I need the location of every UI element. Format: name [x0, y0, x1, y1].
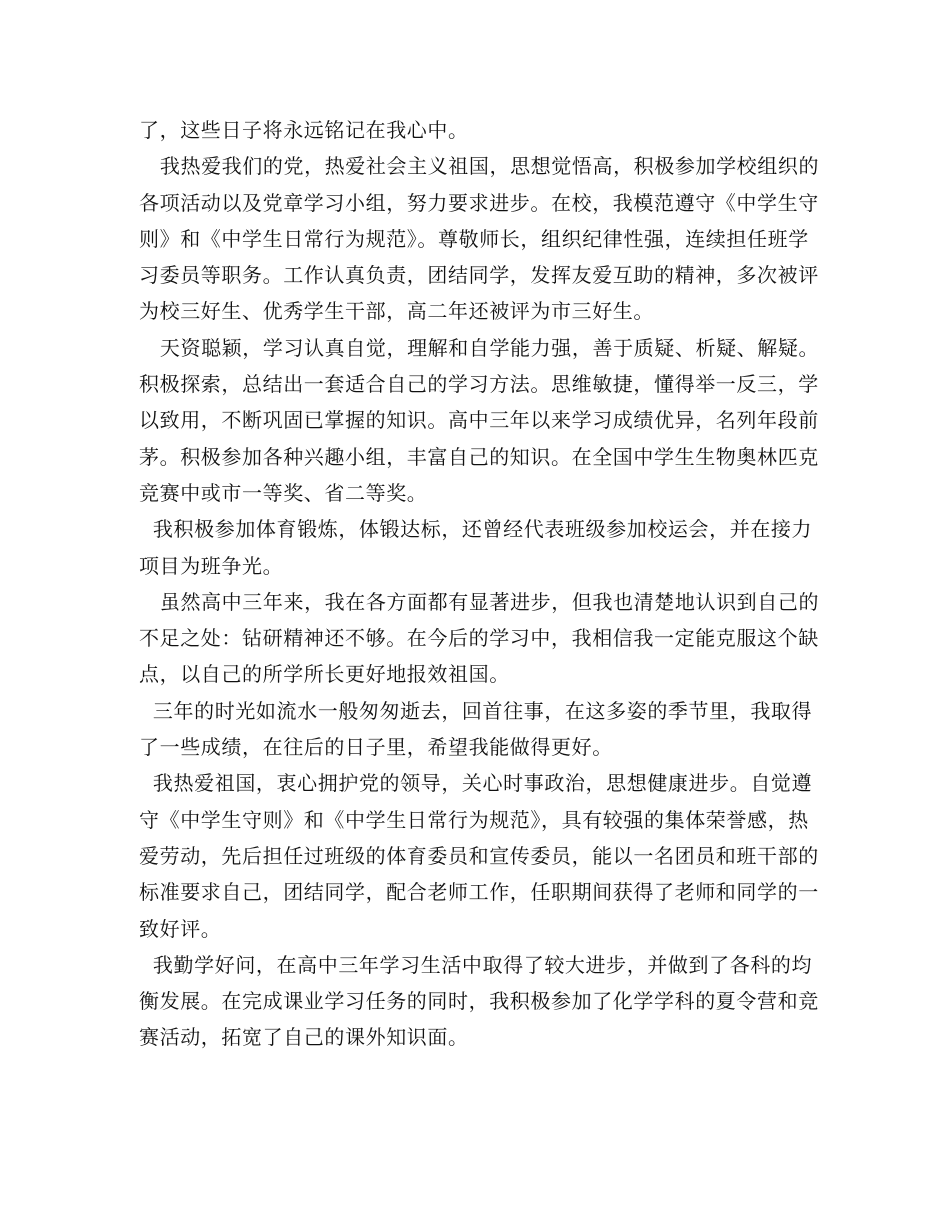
paragraph: 三年的时光如流水一般匆匆逝去，回首往事，在这多姿的季节里，我取得了一些成绩，在往后的日子里，希望我能做得更好。 [139, 698, 813, 760]
paragraph: 我热爱我们的党，热爱社会主义祖国，思想觉悟高，积极参加学校组织的各项活动以及党章学习小组，努力要求进步。在校，我模范遵守《中学生守则》和《中学生日常行为规范》。尊敬师长，组织纪律性强，连续担任班学习委员等职务。工作认真负责，团结同学，发挥友爱互助的精神，多次被评为校三好生、优秀学生干部，高二年还被评为市三好生。 [139, 154, 820, 324]
paragraph: 我勤学好问，在高中三年学习生活中取得了较大进步，并做到了各科的均衡发展。在完成课业学习任务的同时，我积极参加了化学学科的夏令营和竞赛活动，拓宽了自己的课外知识面。 [139, 952, 819, 1050]
paragraph: 了，这些日子将永远铭记在我心中。 [139, 118, 469, 142]
paragraph: 虽然高中三年来，我在各方面都有显著进步，但我也清楚地认识到自己的不足之处：钻研精神还不够。在今后的学习中，我相信我一定能克服这个缺点，以自己的所学所长更好地报效祖国。 [139, 589, 820, 687]
paragraph: 天资聪颖，学习认真自觉，理解和自学能力强，善于质疑、析疑、解疑。积极探索，总结出一套适合自己的学习方法。思维敏捷，懂得举一反三，学以致用，不断巩固已掌握的知识。高中三年以来学习成绩优异，名列年段前茅。积极参加各种兴趣小组，丰富自己的知识。在全国中学生生物奥林匹克竞赛中或市一等奖、省二等奖。 [139, 335, 820, 505]
document-body [139, 112, 829, 1056]
paragraph: 我积极参加体育锻炼，体锻达标，还曾经代表班级参加校运会，并在接力项目为班争光。 [139, 517, 813, 578]
paragraph: 我热爱祖国，衷心拥护党的领导，关心时事政治，思想健康进步。自觉遵守《中学生守则》和《中学生日常行为规范》，具有较强的集体荣誉感，热爱劳动，先后担任过班级的体育委员和宣传委员，能以一名团员和班干部的标准要求自己，团结同学，配合老师工作，任职期间获得了老师和同学的一致好评。 [139, 771, 819, 941]
